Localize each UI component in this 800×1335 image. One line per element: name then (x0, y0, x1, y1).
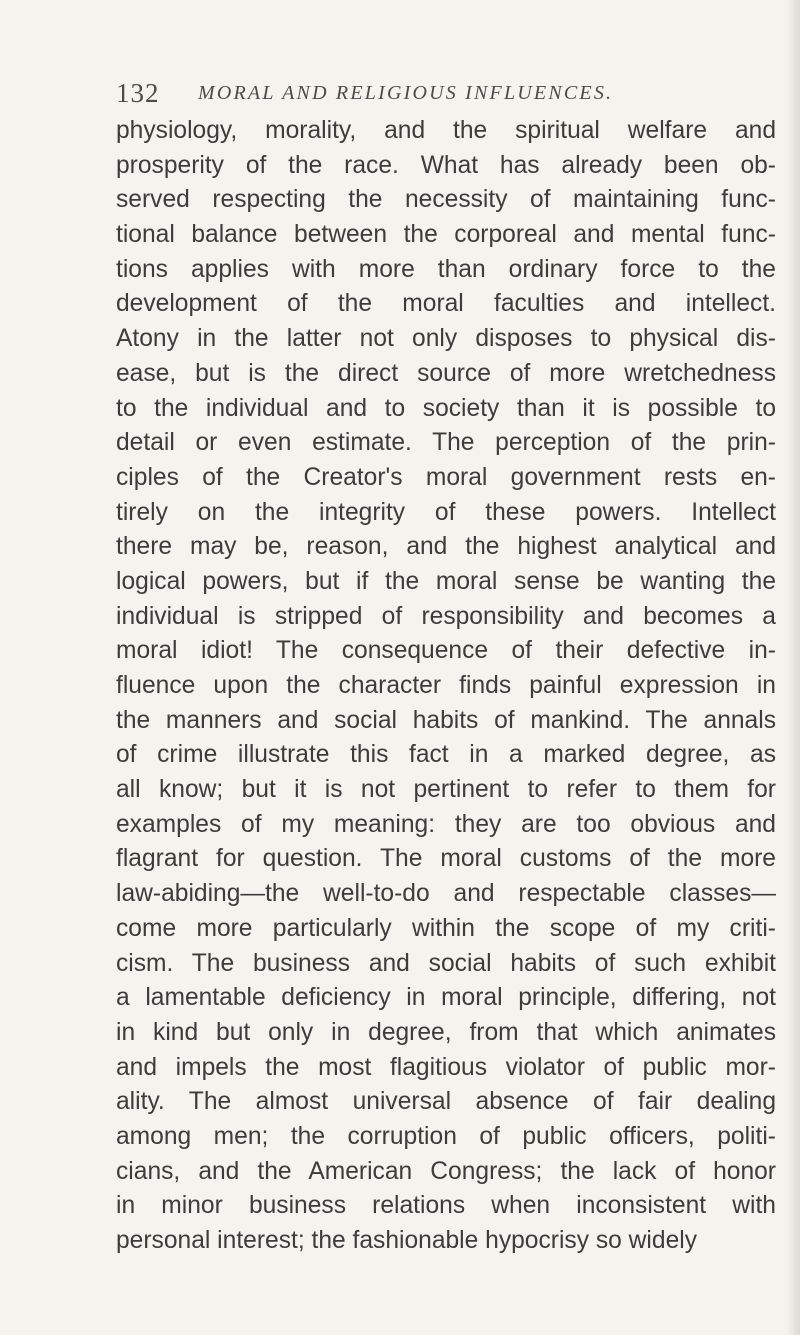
text-line: among men; the corruption of public officers, politi- (116, 1122, 776, 1150)
text-line: Atony in the latter not only disposes to physical dis- (116, 325, 776, 353)
body-text (116, 114, 776, 1259)
text-line: flagrant for question. The moral customs of the more (116, 845, 776, 873)
text-line: in minor business relations when inconsistent with (116, 1192, 776, 1220)
text-line: to the individual and to society than it is possible to (116, 394, 776, 422)
text-line: ality. The almost universal absence of fair dealing (116, 1088, 776, 1116)
text-line: prosperity of the race. What has already been ob- (116, 151, 776, 179)
text-line: physiology, morality, and the spiritual welfare and (116, 117, 776, 144)
text-line: the manners and social habits of mankind. The annals (116, 706, 776, 734)
text-line: all know; but it is not pertinent to refer to them for (116, 776, 776, 804)
text-line: served respecting the necessity of maintaining func- (116, 186, 776, 214)
text-line: development of the moral faculties and intellect. (116, 290, 776, 318)
text-line: detail or even estimate. The perception of the prin- (116, 429, 776, 457)
text-line: personal interest; the fashionable hypocrisy so widely (116, 1227, 698, 1254)
text-line: fluence upon the character finds painful expression in (116, 672, 776, 699)
text-line: cism. The business and social habits of such exhibit (116, 949, 776, 977)
text-line: and impels the most flagitious violator of public mor- (116, 1053, 776, 1081)
text-line: cians, and the American Congress; the lack of honor (116, 1157, 776, 1185)
running-title: MORAL AND RELIGIOUS INFLUENCES. (198, 82, 614, 104)
text-line: law-abiding—the well-to-do and respectable classes— (116, 880, 776, 908)
text-line: examples of my meaning: they are too obvious and (116, 810, 776, 838)
text-line: ease, but is the direct source of more wretchedness (116, 359, 776, 387)
text-line: individual is stripped of responsibility and becomes a (116, 602, 776, 630)
text-line: a lamentable deficiency in moral principle, differing, not (116, 984, 776, 1012)
text-line: tional balance between the corporeal and mental func- (116, 221, 776, 249)
text-line: tirely on the integrity of these powers. Intellect (116, 498, 776, 526)
page-edge-shadow (786, 0, 800, 1335)
text-line: come more particularly within the scope of my criti- (116, 914, 776, 942)
text-line: tions applies with more than ordinary force to the (116, 255, 776, 283)
page-number: 132 (116, 78, 160, 108)
text-line: of crime illustrate this fact in a marked degree, as (116, 741, 776, 769)
text-line: there may be, reason, and the highest analytical and (116, 533, 776, 561)
text-line: ciples of the Creator's moral government rests en- (116, 463, 776, 491)
running-head (116, 78, 776, 118)
text-line: in kind but only in degree, from that which animates (116, 1018, 776, 1046)
text-line: logical powers, but if the moral sense be wanting the (116, 567, 776, 595)
text-line: moral idiot! The consequence of their defective in- (116, 637, 776, 665)
